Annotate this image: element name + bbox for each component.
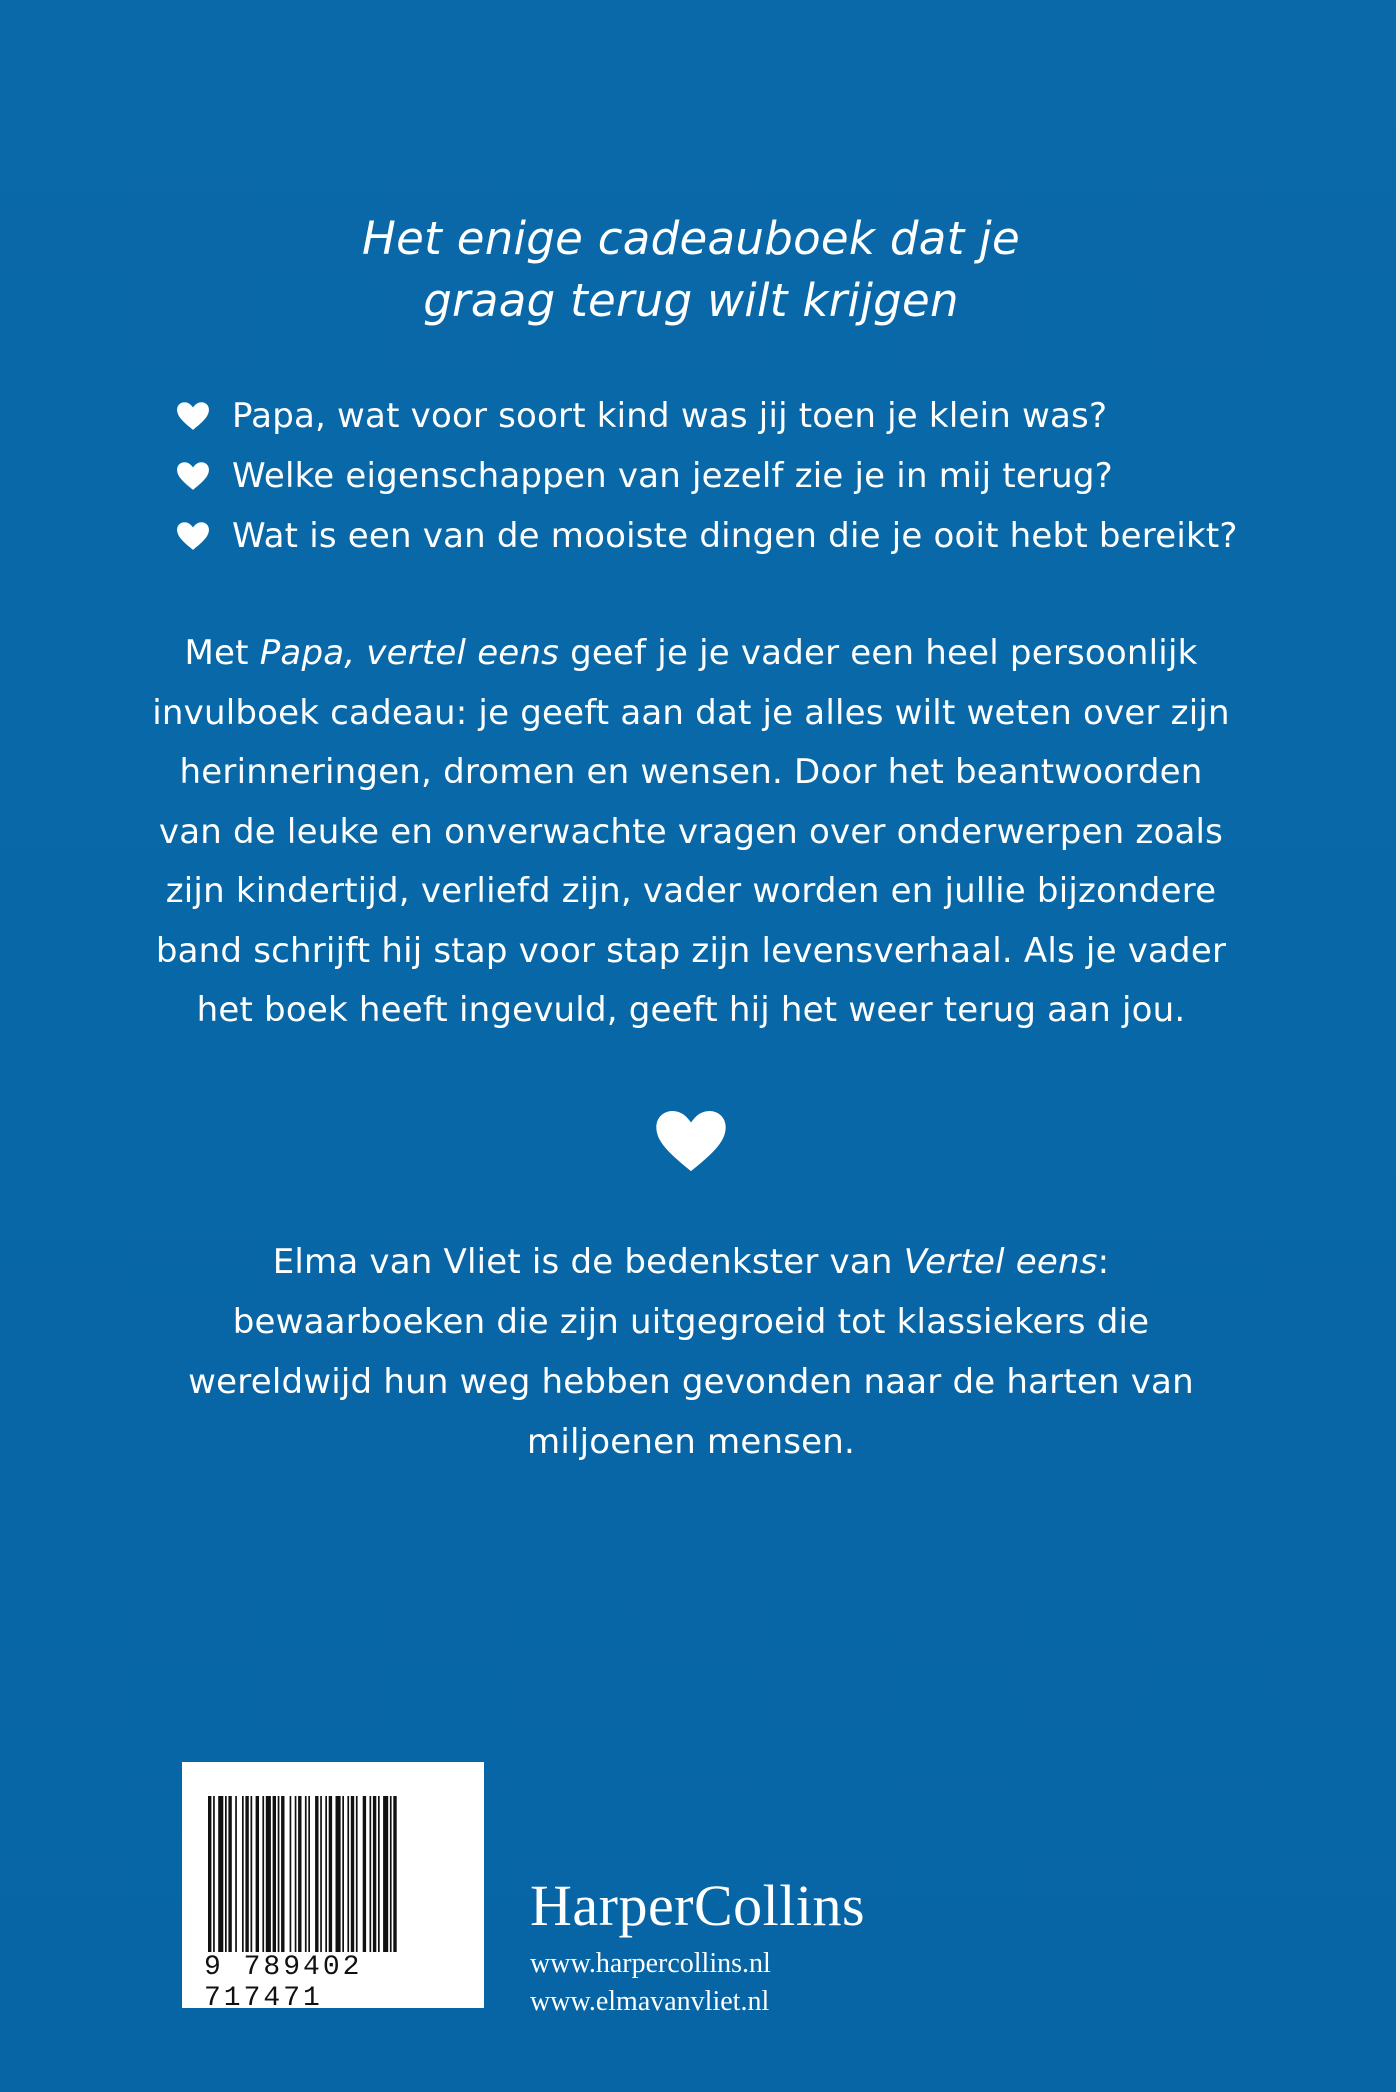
question-text: Papa, wat voor soort kind was jij toen je klein was? [232,396,1108,436]
barcode-bar [329,1796,332,1952]
description-line: invulboek cadeau: je geeft aan dat je alles wilt weten over zijn [152,692,1230,733]
barcode-bar [363,1796,366,1952]
barcode-bar [373,1796,376,1952]
barcode-bar [315,1796,318,1952]
barcode-bar [342,1796,344,1952]
barcode-bar [251,1796,253,1952]
barcode-bar [320,1796,322,1952]
bio-line: miljoenen mensen. [527,1422,855,1462]
description-text: Met [184,633,260,673]
barcode-bar [228,1796,231,1952]
book-description [0,624,1382,1041]
barcode [182,1762,484,2014]
barcode-bar [390,1796,392,1952]
barcode-bar [278,1796,280,1952]
barcode-bar [393,1796,396,1952]
description-line: band schrijft hij stap voor stap zijn levensverhaal. Als je vader [155,930,1227,971]
barcode-bar [351,1796,354,1952]
question-item [172,386,1272,446]
barcode-bar [225,1796,227,1952]
barcode-bar [256,1796,259,1952]
barcode-bar [383,1796,388,1952]
question-text: Wat is een van de mooiste dingen die je ooit hebt bereikt? [232,516,1238,556]
bio-text: : [1097,1242,1110,1282]
question-item [172,446,1272,506]
description-line: zijn kindertijd, verliefd zijn, vader worden en jullie bijzondere [165,871,1217,911]
heart-icon [172,399,214,433]
barcode-bar [262,1796,264,1952]
barcode-bar [370,1796,372,1952]
series-title-reference: Vertel eens [903,1242,1098,1282]
author-url: www.elmavanvliet.nl [530,1986,770,2017]
barcode-bar [208,1796,211,1952]
barcode-bar [298,1796,301,1952]
tagline [0,208,1382,332]
barcode-bar [218,1796,223,1952]
bio-line: bewaarboeken die zijn uitgegroeid tot klassiekers die [232,1302,1150,1342]
book-title-reference: Papa, vertel eens [259,633,560,673]
heart-icon [172,519,214,553]
description-line [0,624,1382,684]
bio-line: wereldwijd hun weg hebben gevonden naar de harten van [188,1362,1194,1402]
heart-icon [654,1108,728,1174]
cover-edge [1396,0,1400,2092]
heart-icon [172,459,214,493]
barcode-bar [378,1796,380,1952]
barcode-bar [336,1796,341,1952]
barcode-bar [242,1796,244,1952]
question-text: Welke eigenschappen van jezelf zie je in mij terug? [232,456,1113,496]
bio-text: Elma van Vliet is de bedenkster van [272,1242,904,1282]
tagline-line-1: Het enige cadeauboek dat je [362,212,1020,265]
barcode-bar [295,1796,297,1952]
barcode-bar [235,1796,237,1952]
barcode-bar [356,1796,358,1952]
barcode-bar [325,1796,327,1952]
barcode-bar [305,1796,307,1952]
publisher-logo: HarperCollins [530,1873,866,1938]
description-line: het boek heeft ingevuld, geeft hij het weer terug aan jou. [196,990,1186,1030]
barcode-bar [308,1796,310,1952]
description-line: van de leuke en onverwachte vragen over onderwerpen zoals [158,811,1224,852]
question-item [172,506,1272,566]
author-bio [0,1232,1382,1472]
publisher-url: www.harpercollins.nl [530,1948,771,1979]
barcode-bar [273,1796,276,1952]
description-line: herinneringen, dromen en wensen. Door het beantwoorden [179,752,1203,792]
barcode-bar [213,1796,215,1952]
bio-line [0,1232,1382,1292]
barcode-bar [347,1796,349,1952]
question-list [172,386,1272,566]
isbn-number: 9 789402 717471 [204,1952,363,2014]
barcode-bar [290,1796,292,1952]
tagline-line-2: graag terug wilt krijgen [423,274,959,327]
barcode-bar [266,1796,271,1952]
barcode-bar [245,1796,248,1952]
barcode-bar [281,1796,284,1952]
description-text: geef je je vader een heel persoonlijk [559,633,1198,673]
barcode-bars [208,1796,458,1952]
